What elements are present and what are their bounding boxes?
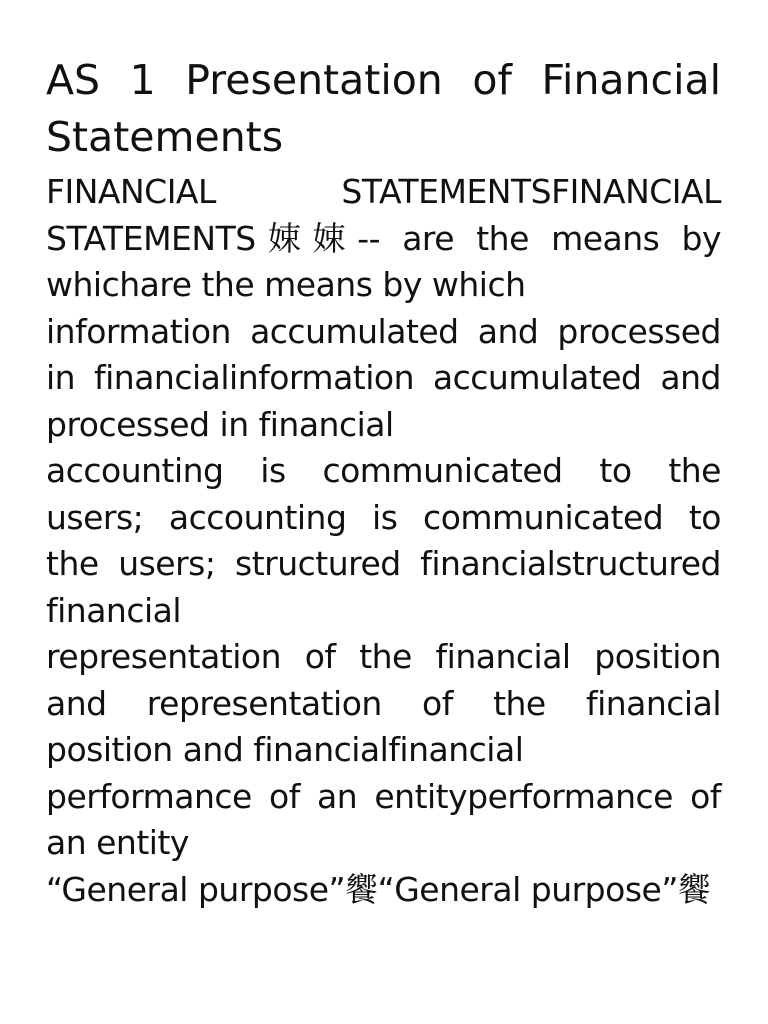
paragraph-representation-position: representation of the financial position and representation of the financial position and financialfinancial: [46, 637, 721, 769]
paragraph-performance-entity: performance of an entityperformance of an entity: [46, 776, 721, 862]
paragraph-information-accumulated: information accumulated and processed in financialinformation accumulated and processed in financial: [46, 311, 721, 444]
paragraph-general-purpose: “General purpose”饗“General purpose”饗: [46, 869, 711, 909]
document-page: [46, 52, 721, 913]
document-title: AS 1 Presentation of Financial Statements: [46, 56, 721, 161]
paragraph-accounting-communicated: accounting is communicated to the users; accounting is communicated to the users; structured financialstructured financial: [46, 451, 721, 630]
paragraph-financial-statements: FINANCIAL STATEMENTSFINANCIAL STATEMENTS娕娕-- are the means by whichare the means by which: [46, 172, 721, 304]
